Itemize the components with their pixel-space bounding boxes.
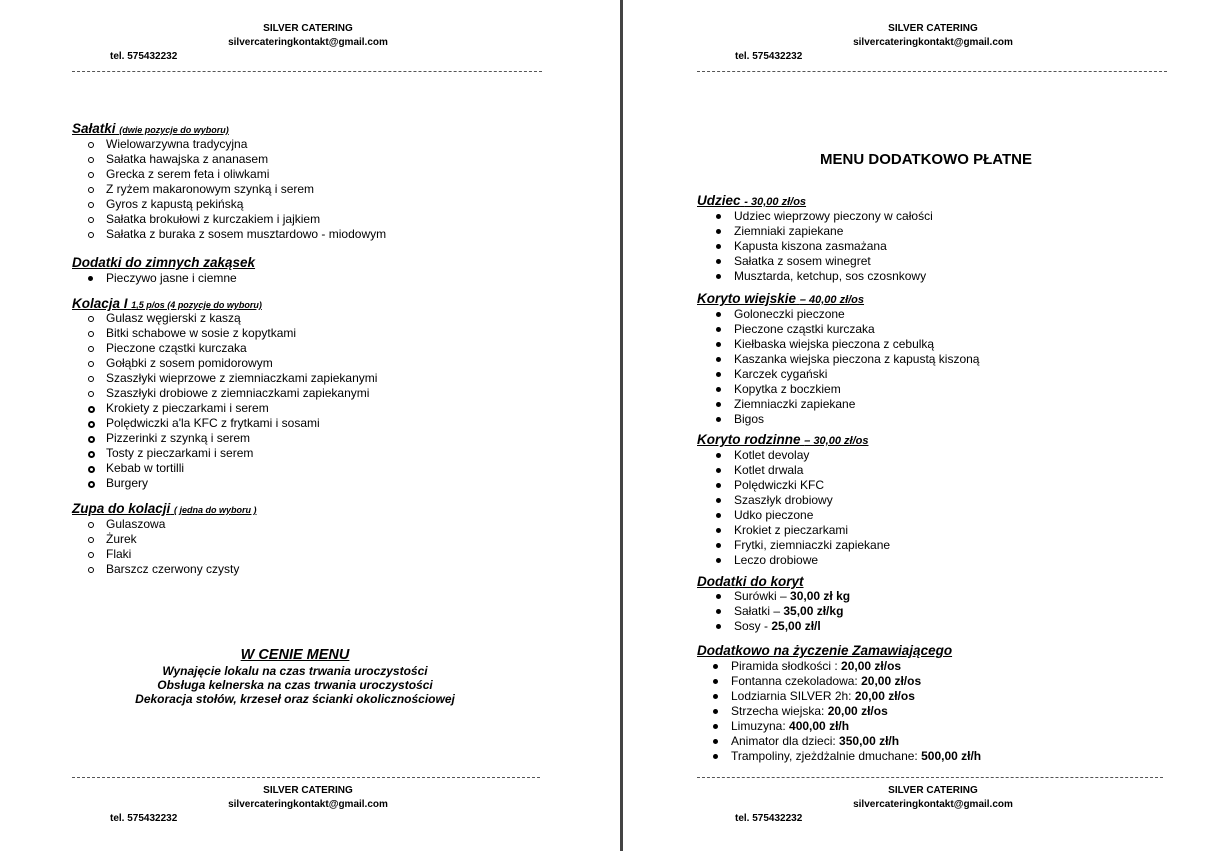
list-item: Bitki schabowe w sosie z kopytkami <box>72 326 377 341</box>
list-item <box>697 619 850 634</box>
list-item: Ziemniaki zapiekane <box>697 224 933 239</box>
item-price: 20,00 zł/os <box>827 704 888 718</box>
included-line: Obsługa kelnerska na czas trwania uroczystości <box>157 678 433 692</box>
list-item <box>697 719 981 734</box>
list-item: Bigos <box>697 412 979 427</box>
item-price: 35,00 zł/kg <box>783 604 844 618</box>
list-item <box>697 659 981 674</box>
item-price: 20,00 zł/os <box>861 674 922 688</box>
section-title-zupa: Zupa do kolacji ( jedna do wyboru ) <box>72 501 257 516</box>
list-item: Ziemniaczki zapiekane <box>697 397 979 412</box>
list-item: Grecka z serem feta i oliwkami <box>72 167 386 182</box>
list-item: Pizzerinki z szynką i serem <box>72 431 377 446</box>
section-title-koryto-wiejskie: Koryto wiejskie – 40,00 zł/os <box>697 291 865 306</box>
list-item <box>697 749 981 764</box>
section-title-dodatkowo: Dodatkowo na życzenie Zamawiającego <box>697 643 953 658</box>
list-item <box>697 689 981 704</box>
item-price: 30,00 zł kg <box>790 589 851 603</box>
header-tel: tel. 575432232 <box>110 51 178 62</box>
page-title: MENU DODATKOWO PŁATNE <box>820 151 1032 168</box>
list-item: Kapusta kiszona zasmażana <box>697 239 933 254</box>
item-name: Limuzyna: <box>731 719 790 733</box>
list-kolacja <box>72 311 377 491</box>
item-price: 350,00 zł/h <box>839 734 900 748</box>
list-item <box>697 734 981 749</box>
section-title-salatki: Sałatki (dwie pozycje do wyboru) <box>72 121 229 136</box>
list-item: Kebab w tortilli <box>72 461 377 476</box>
included-line: Dekoracja stołów, krzeseł oraz ścianki okolicznościowej <box>135 692 455 706</box>
list-item: Kiełbaska wiejska pieczona z cebulką <box>697 337 979 352</box>
list-item <box>697 674 981 689</box>
item-name: Animator dla dzieci: <box>731 734 840 748</box>
list-udziec <box>697 209 933 284</box>
list-item: Karczek cygański <box>697 367 979 382</box>
list-item: Z ryżem makaronowym szynką i serem <box>72 182 386 197</box>
item-price: 25,00 zł/l <box>771 619 821 633</box>
list-item: Pieczone cząstki kurczaka <box>72 341 377 356</box>
footer-tel: tel. 575432232 <box>110 813 178 824</box>
right-page <box>623 0 1229 851</box>
header-email: silvercateringkontakt@gmail.com <box>228 37 388 48</box>
section-title-dodatki-koryt: Dodatki do koryt <box>697 574 804 589</box>
footer-company: SILVER CATERING <box>263 785 353 796</box>
list-item: Szaszłyk drobiowy <box>697 493 890 508</box>
item-price: 20,00 zł/os <box>841 659 902 673</box>
item-name: Lodziarnia SILVER 2h: <box>731 689 855 703</box>
list-dodatki <box>72 271 237 286</box>
item-price: 500,00 zł/h <box>921 749 982 763</box>
item-price: 400,00 zł/h <box>789 719 850 733</box>
footer-email: silvercateringkontakt@gmail.com <box>853 799 1013 810</box>
list-item: Frytki, ziemniaczki zapiekane <box>697 538 890 553</box>
footer-tel: tel. 575432232 <box>735 813 803 824</box>
list-item: Sałatka z buraka z sosem musztardowo - miodowym <box>72 227 386 242</box>
header-company: SILVER CATERING <box>263 23 353 34</box>
header-tel: tel. 575432232 <box>735 51 803 62</box>
list-item: Burgery <box>72 476 377 491</box>
list-item: Wielowarzywna tradycyjna <box>72 137 386 152</box>
section-title-kolacja: Kolacja I 1,5 p/os (4 pozycje do wyboru) <box>72 296 262 311</box>
list-item: Goloneczki pieczone <box>697 307 979 322</box>
item-name: Fontanna czekoladowa: <box>731 674 862 688</box>
section-title-dodatki: Dodatki do zimnych zakąsek <box>72 255 256 270</box>
list-item: Szaszłyki wieprzowe z ziemniaczkami zapiekanymi <box>72 371 377 386</box>
list-item: Polędwiczki KFC <box>697 478 890 493</box>
list-item: Gyros z kapustą pekińską <box>72 197 386 212</box>
item-price: 20,00 zł/os <box>854 689 915 703</box>
list-item: Flaki <box>72 547 239 562</box>
list-item: Gulasz węgierski z kaszą <box>72 311 377 326</box>
footer-rule <box>72 777 540 778</box>
list-item: Kopytka z boczkiem <box>697 382 979 397</box>
section-title-udziec: Udziec - 30,00 zł/os <box>697 193 807 208</box>
list-item: Barszcz czerwony czysty <box>72 562 239 577</box>
list-item: Gulaszowa <box>72 517 239 532</box>
item-name: Strzecha wiejska: <box>731 704 828 718</box>
item-name: Piramida słodkości : <box>731 659 842 673</box>
list-item: Pieczone cząstki kurczaka <box>697 322 979 337</box>
list-item: Sałatka hawajska z ananasem <box>72 152 386 167</box>
item-name: Sałatki – <box>734 604 784 618</box>
header-company: SILVER CATERING <box>888 23 978 34</box>
list-item: Kotlet drwala <box>697 463 890 478</box>
list-koryto-rodzinne <box>697 448 890 568</box>
list-item: Krokiet z pieczarkami <box>697 523 890 538</box>
included-title: W CENIE MENU <box>240 647 350 663</box>
item-name: Sosy - <box>734 619 772 633</box>
list-salatki <box>72 137 386 242</box>
list-item <box>697 704 981 719</box>
list-item <box>697 604 850 619</box>
list-item: Udziec wieprzowy pieczony w całości <box>697 209 933 224</box>
list-item: Sałatka z sosem winegret <box>697 254 933 269</box>
footer-company: SILVER CATERING <box>888 785 978 796</box>
included-line: Wynajęcie lokalu na czas trwania uroczystości <box>162 664 428 678</box>
list-zupa <box>72 517 239 577</box>
list-item: Musztarda, ketchup, sos czosnkowy <box>697 269 933 284</box>
list-item: Polędwiczki a'la KFC z frytkami i sosami <box>72 416 377 431</box>
list-item: Kotlet devolay <box>697 448 890 463</box>
list-item: Krokiety z pieczarkami i serem <box>72 401 377 416</box>
section-title-koryto-rodzinne: Koryto rodzinne – 30,00 zł/os <box>697 432 869 447</box>
item-name: Trampoliny, zjeżdżalnie dmuchane: <box>731 749 922 763</box>
list-koryto-wiejskie <box>697 307 979 427</box>
list-item <box>697 589 850 604</box>
list-item: Kaszanka wiejska pieczona z kapustą kiszoną <box>697 352 979 367</box>
list-item: Żurek <box>72 532 239 547</box>
list-item: Tosty z pieczarkami i serem <box>72 446 377 461</box>
footer-rule <box>697 777 1163 778</box>
footer-email: silvercateringkontakt@gmail.com <box>228 799 388 810</box>
included-block <box>100 647 490 706</box>
list-dodatki-koryt <box>697 589 850 634</box>
list-item: Gołąbki z sosem pomidorowym <box>72 356 377 371</box>
list-item: Szaszłyki drobiowe z ziemniaczkami zapiekanymi <box>72 386 377 401</box>
item-name: Surówki – <box>734 589 791 603</box>
header-rule <box>697 71 1167 72</box>
header-rule <box>72 71 542 72</box>
list-item: Udko pieczone <box>697 508 890 523</box>
list-item: Sałatka brokułowi z kurczakiem i jajkiem <box>72 212 386 227</box>
header-email: silvercateringkontakt@gmail.com <box>853 37 1013 48</box>
list-dodatkowo <box>697 659 981 764</box>
list-item: Leczo drobiowe <box>697 553 890 568</box>
list-item: Pieczywo jasne i ciemne <box>72 271 237 286</box>
